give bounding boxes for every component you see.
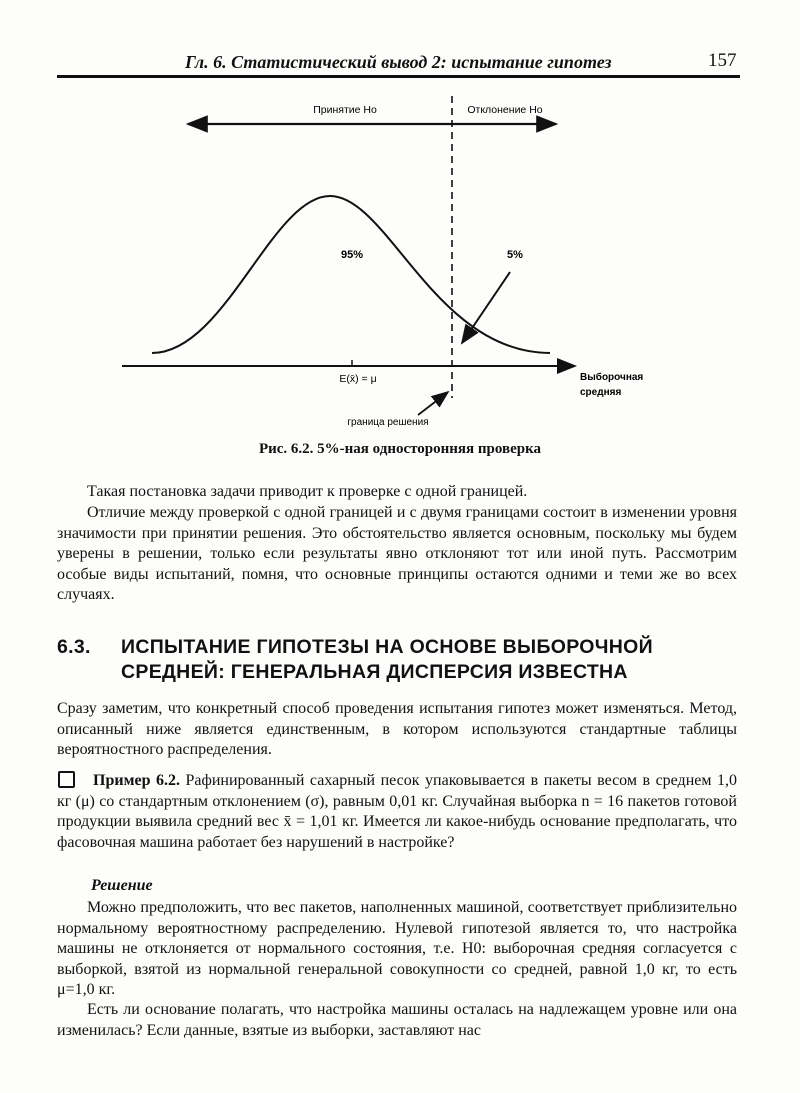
example-text: Рафинированный сахарный песок упаковывается в пакеты весом в среднем 1,0 кг (μ) со стандартным отклонением (σ), равным 0,01 кг. Случайная выборка n = 16 пакетов готовой продукции выявила средний вес x̄ = 1,01 кг. Имеется ли какое-нибудь основание предполагать, что фасовочная машина работает без нарушений в настройке? <box>57 772 737 851</box>
label-axis-line2: средняя <box>580 387 622 398</box>
paragraph-example <box>57 771 737 853</box>
normal-curve <box>152 196 550 353</box>
paragraph-difference: Отличие между проверкой с одной границей и с двумя границами состоит в изменении уровня значимости при принятии решения. Это обстоятельство является основным, поскольку мы будем уверены в решении, только если результаты явно отклоняют тот или иной путь. Рассмотрим особые виды испытаний, помня, что основные принципы остаются одними и теми же во всех случаях. <box>57 504 737 604</box>
label-5-percent: 5% <box>507 249 523 261</box>
figure-caption: Рис. 6.2. 5%-ная односторонняя проверка <box>258 441 542 457</box>
chapter-title: Гл. 6. Статистический вывод 2: испытание гипотез <box>185 52 612 72</box>
section-title-line1: ИСПЫТАНИЕ ГИПОТЕЗЫ НА ОСНОВЕ ВЫБОРОЧНОЙ <box>121 636 653 658</box>
paragraph-intro: Сразу заметим, что конкретный способ проведения испытания гипотез может изменяться. Метод, описанный ниже является единственным, в котором используются стандартные таблицы вероятностного распределения. <box>57 700 737 759</box>
header-rule <box>57 75 740 78</box>
label-axis-line1: Выборочная <box>580 372 644 383</box>
label-95-percent: 95% <box>340 249 364 261</box>
label-mean: E(x̄) = μ <box>339 373 377 385</box>
tail-pointer-arrow <box>462 272 510 343</box>
section-heading <box>57 635 747 685</box>
boundary-pointer-arrow <box>418 392 448 415</box>
example-label: Пример 6.2. <box>93 772 180 789</box>
solution-label: Решение <box>91 877 153 894</box>
page-number: 157 <box>708 50 737 71</box>
paragraph-solution-question: Есть ли основание полагать, что настройка машины осталась на надлежащем уровне или она изменилась? Если данные, взятые из выборки, заставляют нас <box>57 1001 737 1039</box>
paragraph-solution: Можно предположить, что вес пакетов, наполненных машиной, соответствует приблизительно нормальному вероятностному распределению. Нулевой гипотезой является то, что настройка машины не отклоняется от нормального состояния, т.е. H0: выборочная средняя согласуется с выборкой, взятой из нормальной генеральной совокупности со средней, равной 1,0 кг, то есть μ=1,0 кг. <box>57 899 737 999</box>
section-number: 6.3. <box>57 636 91 658</box>
label-accept-h0: Принятие Ho <box>313 104 377 116</box>
label-reject-h0: Отклонение Ho <box>467 104 543 116</box>
figure-one-sided-test <box>0 80 800 435</box>
label-decision-boundary: граница решения <box>347 417 429 428</box>
section-title-line2: СРЕДНЕЙ: ГЕНЕРАЛЬНАЯ ДИСПЕРСИЯ ИЗВЕСТНА <box>121 661 628 683</box>
paragraph-single-boundary: Такая постановка задачи приводит к проверке с одной границей. <box>87 483 528 500</box>
